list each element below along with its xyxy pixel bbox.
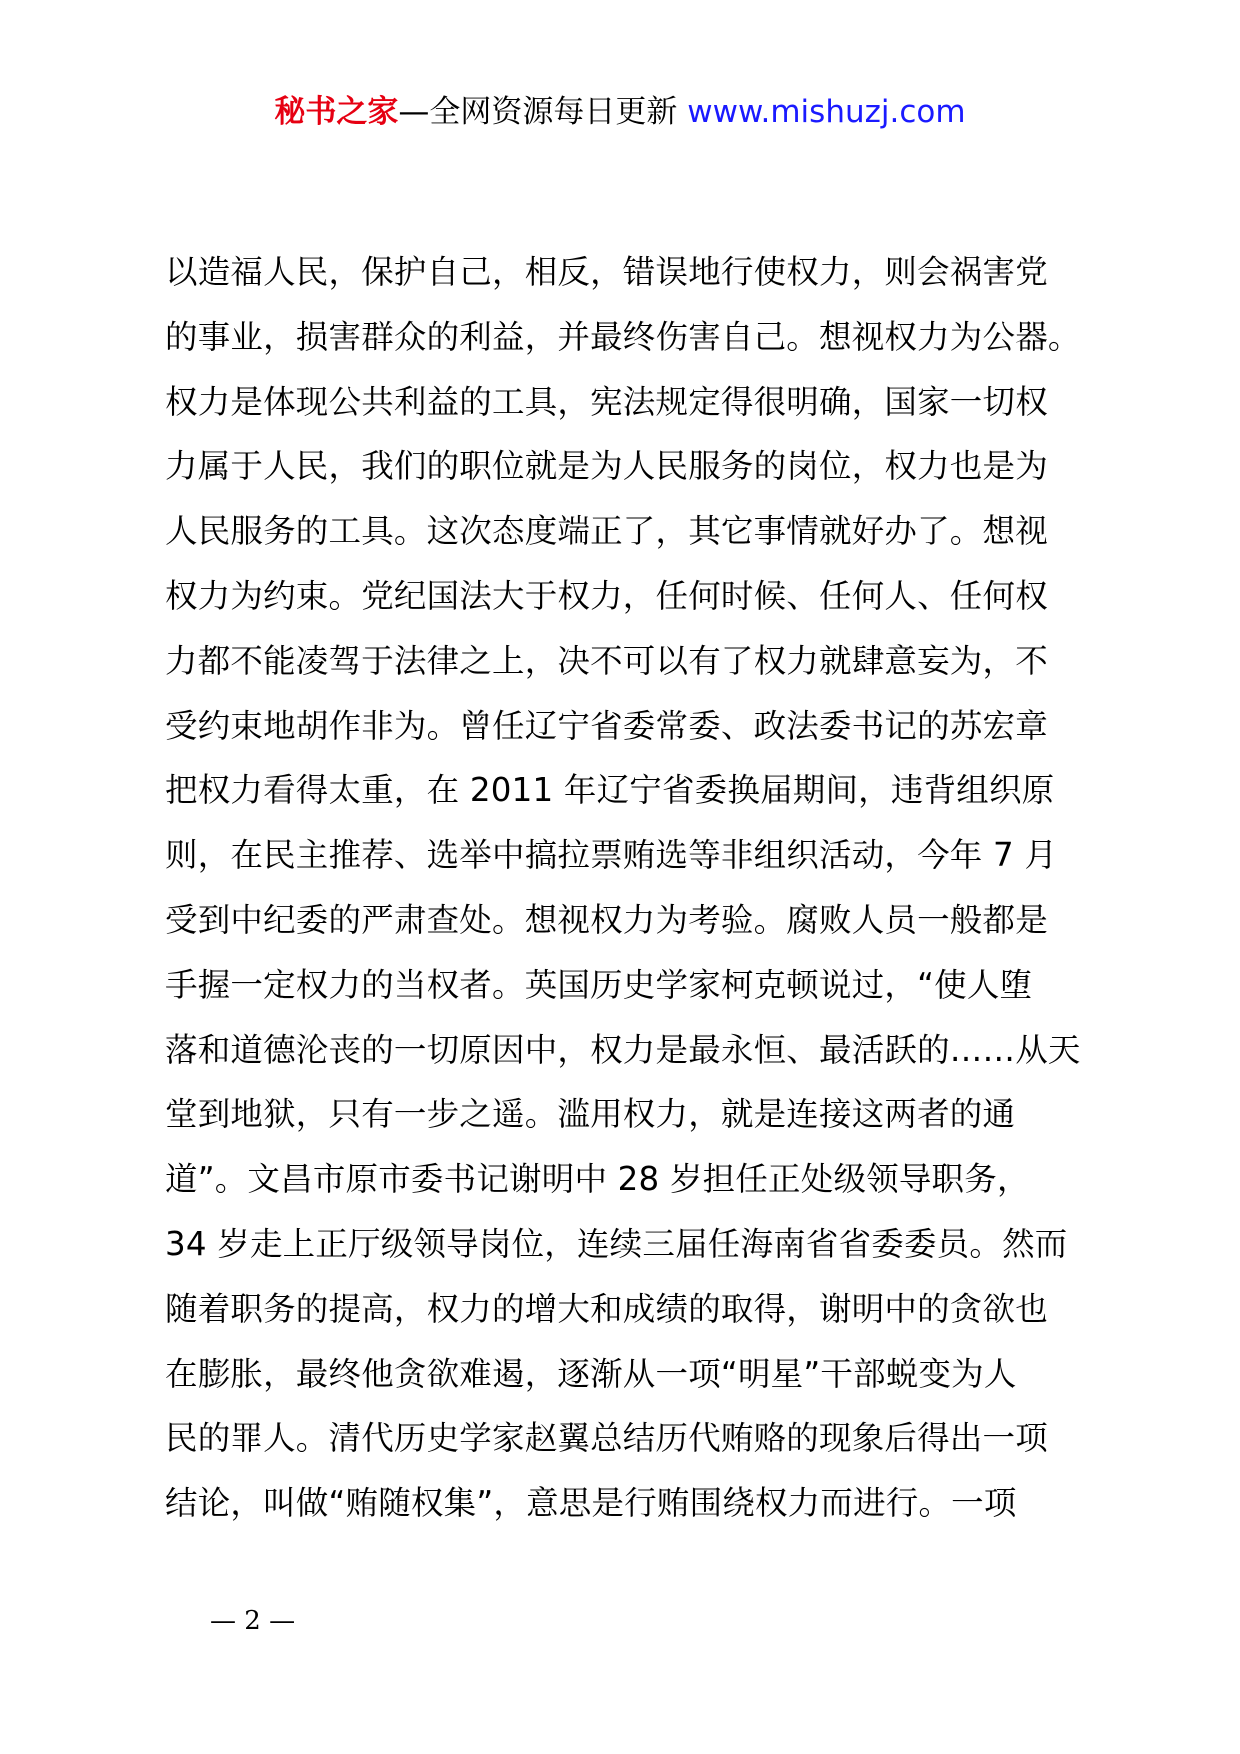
body-line: 落和道德沦丧的一切原因中，权力是最永恒、最活跃的……从天 [165, 1030, 1081, 1069]
body-line: 以造福人民，保护自己，相反，错误地行使权力，则会祸害党 [165, 253, 1048, 291]
body-line: 则，在民主推荐、选举中搞拉票贿选等非组织活动，今年 7 月 [165, 836, 1058, 875]
body-line: 把权力看得太重，在 2011 年辽宁省委换届期间，违背组织原 [165, 771, 1055, 810]
body-line: 随着职务的提高，权力的增大和成绩的取得，谢明中的贪欲也 [165, 1289, 1048, 1328]
site-brand: 秘书之家 [274, 94, 399, 130]
body-line: 人民服务的工具。这次态度端正了，其它事情就好办了。想视 [165, 512, 1048, 551]
body-line: 道”。文昌市原市委书记谢明中 28 岁担任正处级领导职务， [165, 1160, 1030, 1199]
page-header [0, 92, 1240, 132]
body-line: 力属于人民，我们的职位就是为人民服务的岗位，权力也是为 [165, 447, 1048, 486]
body-line: 结论，叫做“贿随权集”，意思是行贿围绕权力而进行。一项 [165, 1484, 1017, 1523]
page-number: — 2 — [210, 1606, 296, 1636]
body-line: 在膨胀，最终他贪欲难遏，逐渐从一项“明星”干部蜕变为人 [165, 1354, 1017, 1393]
body-line: 的事业，损害群众的利益，并最终伤害自己。想视权力为公器。 [165, 317, 1081, 356]
body-line: 手握一定权力的当权者。英国历史学家柯克顿说过，“使人堕 [165, 965, 1033, 1004]
site-url-link[interactable]: www.mishuzj.com [687, 94, 966, 130]
body-line: 堂到地狱，只有一步之遥。滥用权力，就是连接这两者的通 [165, 1095, 1016, 1134]
body-line: 权力是体现公共利益的工具，宪法规定得很明确，国家一切权 [165, 382, 1048, 421]
body-line: 权力为约束。党纪国法大于权力，任何时候、任何人、任何权 [165, 576, 1048, 615]
document-body [165, 240, 1125, 1536]
body-line: 力都不能凌驾于法律之上，决不可以有了权力就肆意妄为，不 [165, 641, 1048, 680]
site-slogan: —全网资源每日更新 [398, 94, 688, 130]
body-line: 受到中纪委的严肃查处。想视权力为考验。腐败人员一般都是 [165, 900, 1048, 939]
body-line: 受约束地胡作非为。曾任辽宁省委常委、政法委书记的苏宏章 [165, 706, 1048, 745]
body-line: 34 岁走上正厅级领导岗位，连续三届任海南省省委委员。然而 [165, 1224, 1068, 1263]
body-line: 民的罪人。清代历史学家赵翼总结历代贿赂的现象后得出一项 [165, 1419, 1048, 1458]
